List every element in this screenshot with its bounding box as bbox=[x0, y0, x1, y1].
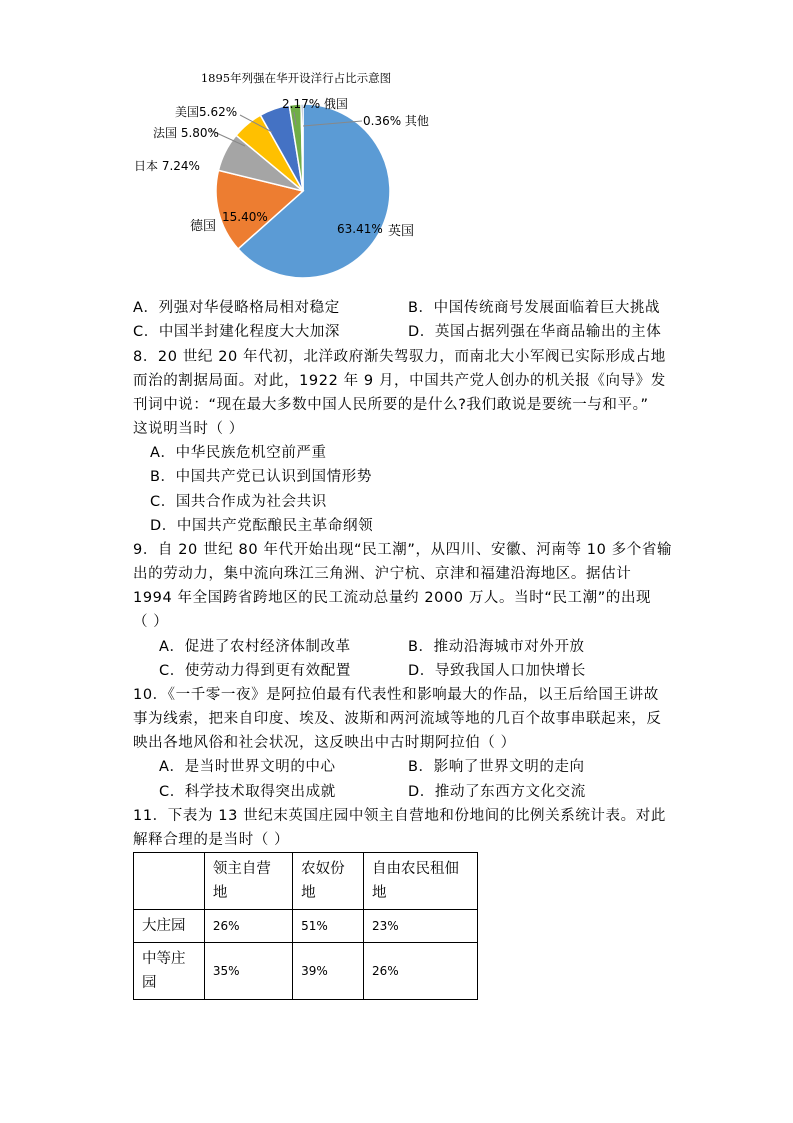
q8-option-d: D．中国共产党酝酿民主革命纲领 bbox=[150, 518, 374, 534]
table-cell: 39% bbox=[293, 943, 364, 1000]
table-header-cell: 自由农民租佃地 bbox=[363, 853, 477, 910]
slice-label-ru: 2.17% 俄国 bbox=[282, 97, 348, 111]
q9-stem-line-3: 1994 年全国跨省跨地区的民工流动总量约 2000 万人。当时“民工潮”的出现 bbox=[133, 590, 652, 606]
q8-option-b: B．中国共产党已认识到国情形势 bbox=[150, 469, 372, 485]
slice-label-jp: 日本 7.24% bbox=[134, 159, 200, 173]
q9-option-c: C．使劳动力得到更有效配置 bbox=[159, 663, 351, 679]
table-cell: 26% bbox=[363, 943, 477, 1000]
q7-option-d: D．英国占据列强在华商品输出的主体 bbox=[408, 324, 662, 340]
q8-stem-line-3: 刊词中说：“现在最大多数中国人民所要的是什么?我们敢说是要统一与和平。” bbox=[133, 397, 649, 413]
chart-title: 1895年列强在华开设洋行占比示意图 bbox=[200, 71, 392, 85]
slice-label-other: 0.36% 其他 bbox=[363, 114, 429, 128]
q8-stem-line-2: 而治的割据局面。对此，1922 年 9 月，中国共产党人创办的机关报《向导》发 bbox=[133, 373, 666, 389]
table-cell: 23% bbox=[363, 910, 477, 943]
slice-label-de-value: 15.40% bbox=[222, 210, 268, 224]
q8-stem-line-4: 这说明当时（ ） bbox=[133, 421, 244, 437]
table-row bbox=[134, 943, 478, 1000]
q10-stem-line-3: 映出各地风俗和社会状况，这反映出中古时期阿拉伯（ ） bbox=[133, 735, 516, 751]
q11-stem-line-2: 解释合理的是当时（ ） bbox=[133, 832, 290, 848]
q9-option-d: D．导致我国人口加快增长 bbox=[408, 663, 586, 679]
q9-option-a: A．促进了农村经济体制改革 bbox=[159, 639, 351, 655]
q9-option-b: B．推动沿海城市对外开放 bbox=[408, 639, 585, 655]
table-header-cell: 农奴份地 bbox=[293, 853, 364, 910]
slice-label-fr: 法国 5.80% bbox=[153, 126, 219, 140]
q7-option-a: A．列强对华侵略格局相对稳定 bbox=[133, 300, 340, 316]
q9-stem-line-2: 出的劳动力，集中流向珠江三角洲、沪宁杭、京津和福建沿海地区。据估计 bbox=[133, 566, 632, 582]
table-cell: 51% bbox=[293, 910, 364, 943]
q7-option-c: C．中国半封建化程度大大加深 bbox=[133, 324, 341, 340]
q11-stem-line-1: 11．下表为 13 世纪末英国庄园中领主自营地和份地间的比例关系统计表。对此 bbox=[133, 808, 666, 824]
table-row bbox=[134, 910, 478, 943]
q10-option-d: D．推动了东西方文化交流 bbox=[408, 784, 586, 800]
table-header-cell bbox=[134, 853, 205, 910]
q10-stem-line-1: 10．《一千零一夜》是阿拉伯最有代表性和影响最大的作品，以王后给国王讲故 bbox=[133, 687, 659, 703]
q10-stem-line-2: 事为线索，把来自印度、埃及、波斯和两河流域等地的几百个故事串联起来，反 bbox=[133, 711, 662, 727]
q9-stem-line-4: （ ） bbox=[133, 614, 169, 630]
q10-option-a: A．是当时世界文明的中心 bbox=[159, 759, 336, 775]
table-cell: 35% bbox=[204, 943, 292, 1000]
q8-option-a: A．中华民族危机空前严重 bbox=[150, 445, 327, 461]
pie-chart bbox=[0, 0, 793, 300]
q7-option-b: B．中国传统商号发展面临着巨大挑战 bbox=[408, 300, 661, 316]
table-cell: 中等庄园 bbox=[134, 943, 205, 1000]
q10-option-c: C．科学技术取得突出成就 bbox=[159, 784, 336, 800]
slice-label-uk-value: 63.41% bbox=[337, 222, 383, 236]
manor-land-table bbox=[133, 852, 478, 1000]
slice-label-uk-name: 英国 bbox=[388, 224, 415, 239]
pie-slices bbox=[216, 104, 390, 278]
table-header-row bbox=[134, 853, 478, 910]
q9-stem-line-1: 9．自 20 世纪 80 年代开始出现“民工潮”，从四川、安徽、河南等 10 多个省输 bbox=[133, 542, 673, 558]
table-header-cell: 领主自营地 bbox=[204, 853, 292, 910]
q8-option-c: C．国共合作成为社会共识 bbox=[150, 494, 327, 510]
slice-label-de-name: 德国 bbox=[190, 219, 217, 234]
table-cell: 大庄园 bbox=[134, 910, 205, 943]
table-cell: 26% bbox=[204, 910, 292, 943]
q8-stem-line-1: 8．20 世纪 20 年代初，北洋政府渐失驾驭力，而南北大小军阀已实际形成占地 bbox=[133, 349, 666, 365]
q10-option-b: B．影响了世界文明的走向 bbox=[408, 759, 585, 775]
slice-label-us: 美国5.62% bbox=[175, 105, 238, 119]
